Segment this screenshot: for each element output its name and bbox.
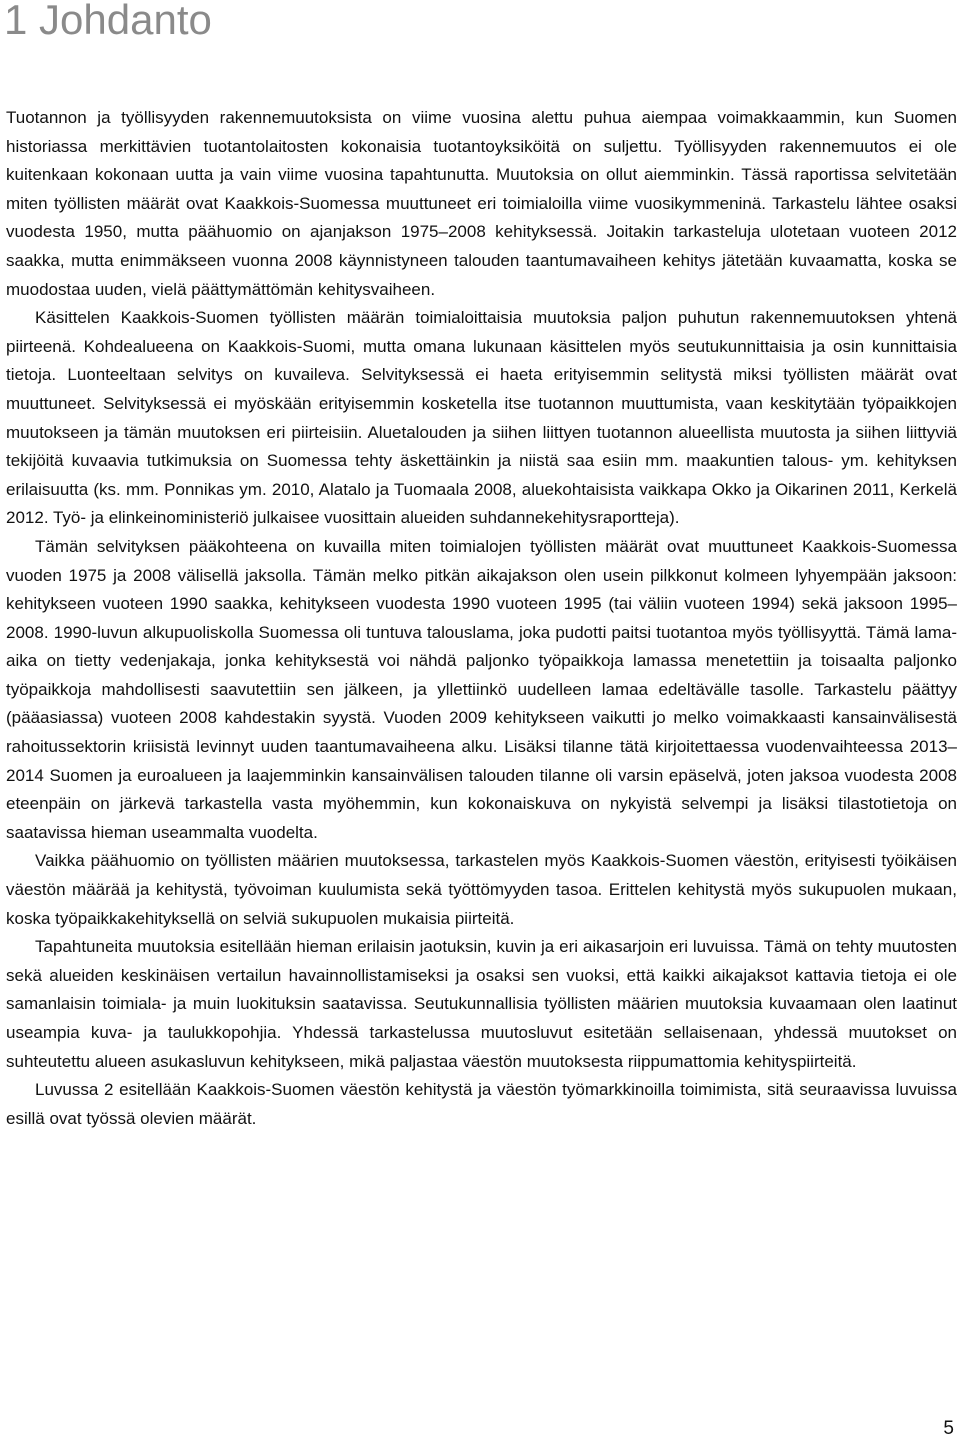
paragraph-4: Vaikka päähuomio on työllisten määrien muutoksessa, tarkastelen myös Kaakkois-Suomen väestön, erityisesti työikäisen väestön määrää ja kehitystä, työvoiman kuulumista sekä työttömyyden tasoa. Erittelen kehitystä myös sukupuolen mukaan, koska työpaikkakehityksellä on selviä sukupuolen mukaisia piirteitä. <box>6 851 957 928</box>
paragraph-6: Luvussa 2 esitellään Kaakkois-Suomen väestön kehitystä ja väestön työmarkkinoilla toimimista, sitä seuraavissa luvuissa esillä ovat työssä olevien määrät. <box>6 1080 957 1128</box>
paragraph-3: Tämän selvityksen pääkohteena on kuvailla miten toimialojen työllisten määrät ovat muuttuneet Kaakkois-Suomessa vuoden 1975 ja 2008 välisellä jaksolla. Tämän melko pitkän aikajakson olen usein pilkkonut kolmeen lyhyempään jaksoon: kehitykseen vuoteen 1990 saakka, kehitykseen vuodesta 1990 vuoteen 1995 (tai väliin vuoteen 1994) sekä jaksoon 1995–2008. 1990-luvun alkupuoliskolla Suomessa oli tuntuva talouslama, joka pudotti paitsi tuotantoa myös työllisyyttä. Tämä lama-aika on tietty vedenjakaja, jonka kehityksestä voi nähdä paljonko työpaikkoja lamassa menetettiin ja toisaalta paljonko työpaikkoja mahdollisesti saavutettiin sen jälkeen, ja yllettiinkö uudelleen lamaa edeltävälle tasolle. Tarkastelu päättyy (pääasiassa) vuoteen 2008 kahdestakin syystä. Vuoden 2009 kehitykseen vaikutti jo melko voimakkaasti kansainvälisestä rahoitussektorin kriisistä levinnyt uuden taantumavaiheena alku. Lisäksi tilanne tätä kirjoitettaessa vuodenvaihteessa 2013–2014 Suomen ja euroalueen ja laajemminkin kansainvälisen talouden tilanne oli varsin epäselvä, joten jaksoa vuodesta 2008 eteenpäin on järkevä tarkastella vasta myöhemmin, kun kokonaiskuva on nykyistä selvempi ja lisäksi tilastotietoja on saatavissa hieman useammalta vuodelta. <box>6 536 957 842</box>
paragraph-5: Tapahtuneita muutoksia esitellään hieman erilaisin jaotuksin, kuvin ja eri aikasarjoin eri luvuissa. Tämä on tehty muutosten sekä alueiden keskinäisen vertailun havainnollistamiseksi ja osaksi sen vuoksi, että kaikki aikajaksot kattavia tietoja ei ole samanlaisin toimiala- ja muin luokituksin saatavissa. Seutukunnallisia työllisten määrien muutoksia kuvaamaan olen laatinut useampia kuva- ja taulukkopohjia. Yhdessä tarkastelussa muutosluvut esitetään sellaisenaan, yhdessä muutokset on suhteutettu alueen asukasluvun kehitykseen, mikä paljastaa väestön muutoksesta riippumattomia kehityspiirteitä. <box>6 937 957 1071</box>
chapter-title: 1 Johdanto <box>4 0 212 43</box>
paragraph-2: Käsittelen Kaakkois-Suomen työllisten määrän toimialoittaisia muutoksia paljon puhutun rakennemuutoksen yhtenä piirteenä. Kohdealueena on Kaakkois-Suomi, mutta omana lukunaan käsittelen myös seutukunnittaisia ja osin kunnittaisia tietoja. Luonteeltaan selvitys on kuvaileva. Selvityksessä ei haeta erityisemmin selitystä miksi työllisten määrät ovat muuttuneet. Selvityksessä ei myöskään erityisemmin kosketella itse tuotannon muuttumista, vaan keskitytään työpaikkojen muutokseen ja tämän muutoksen eri piirteisiin. Aluetalouden ja siihen liittyen tuotannon alueellista muutosta ja siihen liittyviä tekijöitä kuvaavia tutkimuksia on Suomessa tehty äskettäinkin ja niistä saa esiin mm. maakuntien talous- ym. kehityksen erilaisuutta (ks. mm. Ponnikas ym. 2010, Alatalo ja Tuomaala 2008, aluekohtaisista vaikkapa Okko ja Oikarinen 2011, Kerkelä 2012. Työ- ja elinkeinoministeriö julkaisee vuosittain alueiden suhdannekehitysraportteja). <box>6 308 957 528</box>
chapter-body <box>6 104 957 1133</box>
paragraph-1: Tuotannon ja työllisyyden rakennemuutoksista on viime vuosina alettu puhua aiempaa voimakkaammin, kun Suomen historiassa merkittävien tuotantolaitosten kokonaisia tuotantoyksiköitä on suljettu. Työllisyyden rakennemuutos ei ole kuitenkaan kokonaan uutta ja vain viime vuosina tapahtunutta. Muutoksia on ollut aiemminkin. Tässä raportissa selvitetään miten työllisten määrät ovat Kaakkois-Suomessa muuttuneet eri toimialoilla viime vuosikymmeninä. Tarkastelu lähtee osaksi vuodesta 1950, mutta päähuomio on ajanjakson 1975–2008 kehityksessä. Joitakin tarkasteluja ulotetaan vuoteen 2012 saakka, mutta enimmäkseen vuonna 2008 käynnistyneen talouden taantumavaiheen kehitys jätetään kuvaamatta, koska se muodostaa uuden, vielä päättymättömän kehitysvaiheen. <box>6 108 957 299</box>
page-number: 5 <box>943 1418 954 1439</box>
